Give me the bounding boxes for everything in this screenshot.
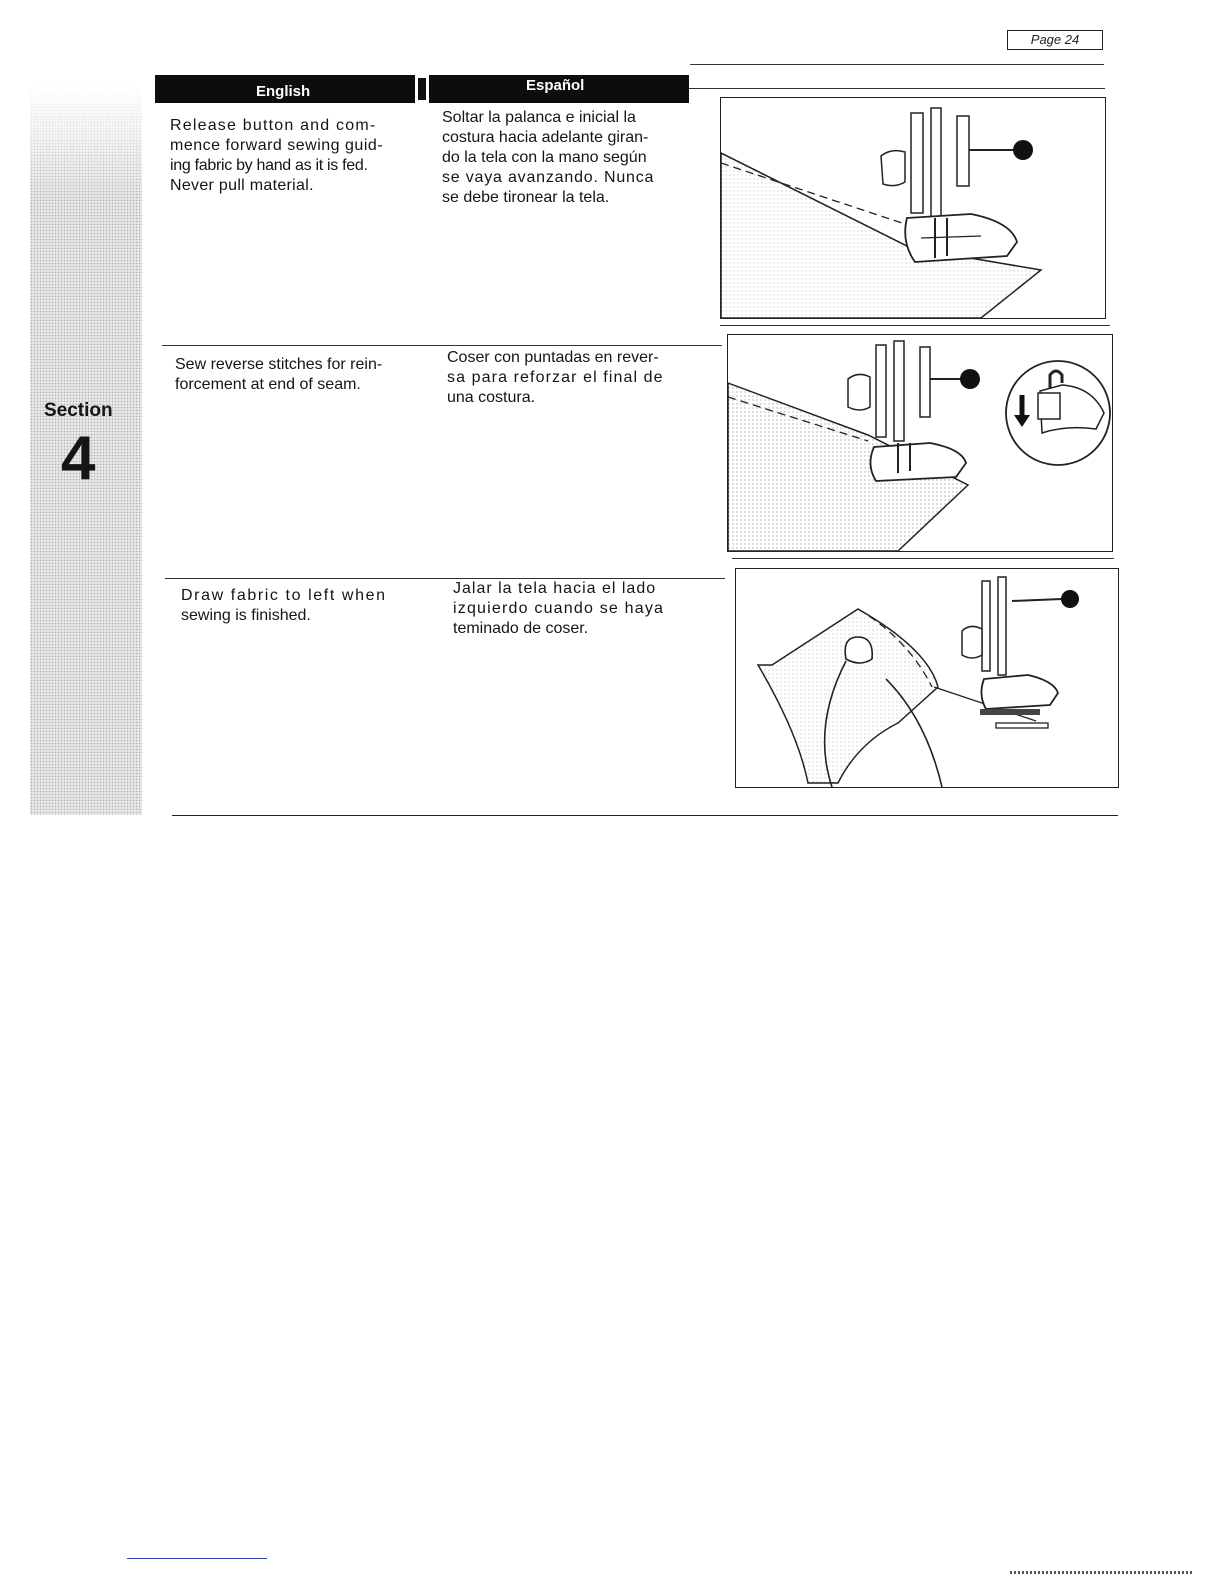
top-rule bbox=[690, 64, 1104, 65]
presser-foot-forward-sewing-illustration bbox=[720, 97, 1106, 319]
header-spanish bbox=[429, 75, 689, 103]
reverse-stitch-drawing bbox=[728, 335, 1112, 551]
step-1-english-line: Never pull material. bbox=[170, 177, 314, 194]
step-1-spanish-line: do la tela con la mano según bbox=[442, 149, 647, 166]
header-spanish-label: Español bbox=[526, 77, 585, 94]
step-2-english-line: Sew reverse stitches for rein- bbox=[175, 356, 383, 373]
section-label: Section bbox=[44, 400, 113, 421]
step-3-spanish-line: teminado de coser. bbox=[453, 620, 589, 637]
footer-line-left bbox=[127, 1558, 267, 1559]
step-1-english bbox=[170, 116, 420, 196]
step-1-spanish-line: Soltar la palanca e inicial la bbox=[442, 109, 636, 126]
step-2-english-line: forcement at end of seam. bbox=[175, 376, 361, 393]
step-1-spanish-line: costura hacia adelante giran- bbox=[442, 129, 649, 146]
section-tab-fade bbox=[30, 85, 142, 195]
step-3-spanish-line: izquierdo cuando se haya bbox=[453, 600, 665, 617]
step-1-spanish-line: se debe tironear la tela. bbox=[442, 189, 610, 206]
step-1-english-line: ing fabric by hand as it is fed. bbox=[170, 157, 368, 174]
step-1-rule bbox=[162, 345, 722, 346]
step-3-spanish-line: Jalar la tela hacia el lado bbox=[453, 580, 657, 597]
step-2-spanish-line: una costura. bbox=[447, 389, 536, 406]
header-english bbox=[155, 75, 415, 103]
section-number: 4 bbox=[61, 424, 96, 493]
step-1-english-line: Release button and com- bbox=[170, 117, 377, 134]
page-number: Page 24 bbox=[1007, 30, 1103, 50]
forward-sewing-drawing bbox=[721, 98, 1105, 318]
step-2-spanish-line: Coser con puntadas en rever- bbox=[447, 349, 659, 366]
step-3-english bbox=[181, 586, 431, 626]
step-3-english-line: sewing is finished. bbox=[181, 607, 311, 624]
step-2-spanish-line: sa para reforzar el final de bbox=[447, 369, 664, 386]
header-english-label: English bbox=[256, 83, 311, 100]
bottom-rule bbox=[172, 815, 1118, 816]
header-rule bbox=[689, 88, 1105, 89]
step-2-rule-right bbox=[732, 558, 1114, 559]
step-2-english bbox=[175, 355, 435, 395]
step-2-spanish bbox=[447, 348, 697, 408]
draw-fabric-drawing bbox=[736, 569, 1118, 787]
footer-line-right bbox=[1010, 1571, 1192, 1574]
step-1-spanish bbox=[442, 108, 692, 208]
step-3-spanish bbox=[453, 579, 703, 639]
step-1-rule-right bbox=[720, 325, 1110, 326]
step-3-english-line: Draw fabric to left when bbox=[181, 587, 387, 604]
header-divider-bar bbox=[418, 78, 426, 100]
step-1-spanish-line: se vaya avanzando. Nunca bbox=[442, 169, 655, 186]
draw-fabric-left-illustration bbox=[735, 568, 1119, 788]
reverse-stitch-illustration bbox=[727, 334, 1113, 552]
step-1-english-line: mence forward sewing guid- bbox=[170, 137, 384, 154]
